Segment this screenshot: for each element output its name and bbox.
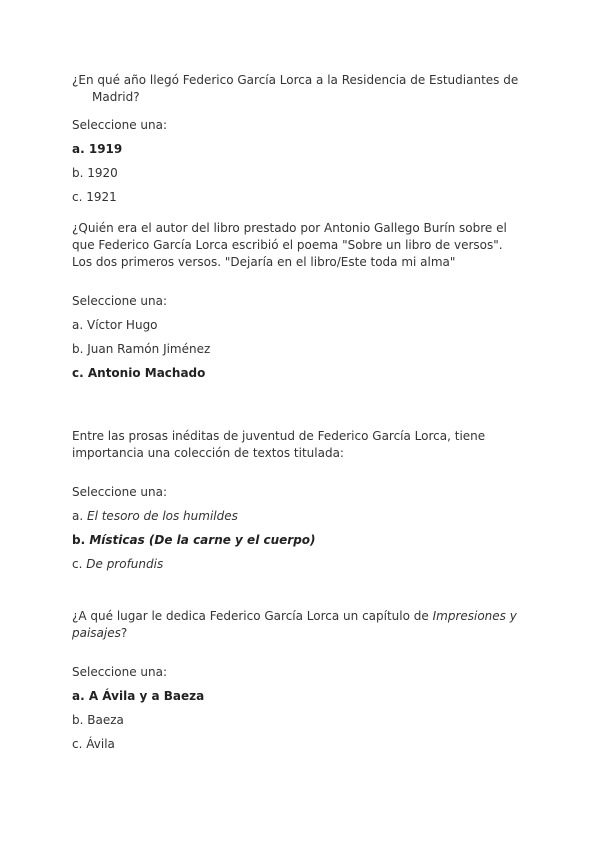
option-letter: b.	[72, 713, 84, 727]
option-letter: b.	[72, 533, 86, 547]
option-text: Ávila	[86, 737, 115, 751]
question-text-line: ¿En qué año llegó Federico García Lorca a la Residencia de Estudiantes de	[72, 73, 519, 87]
answer-option-c[interactable]	[72, 365, 522, 382]
select-prompt: Seleccione una:	[72, 118, 167, 132]
question-4	[72, 608, 522, 753]
question-3	[72, 428, 522, 573]
answer-option-b[interactable]	[72, 165, 522, 182]
question-text-part: ¿A qué lugar le dedica Federico García Lorca un capítulo de	[72, 609, 433, 623]
option-letter: c.	[72, 190, 83, 204]
option-letter: c.	[72, 366, 84, 380]
answer-option-a[interactable]	[72, 508, 522, 525]
select-prompt: Seleccione una:	[72, 294, 167, 308]
answer-option-b[interactable]	[72, 341, 522, 358]
option-letter: c.	[72, 557, 83, 571]
answer-option-a[interactable]	[72, 141, 522, 158]
option-text: De profundis	[86, 557, 164, 571]
question-text	[72, 608, 522, 642]
option-letter: c.	[72, 737, 83, 751]
option-text: Juan Ramón Jiménez	[87, 342, 211, 356]
answer-option-a[interactable]	[72, 688, 522, 705]
option-letter: a.	[72, 689, 85, 703]
question-1	[72, 72, 522, 206]
answer-option-a[interactable]	[72, 317, 522, 334]
question-text: ¿Quién era el autor del libro prestado por Antonio Gallego Burín sobre el que Federico García Lorca escribió el poema "Sobre un libro de versos". Los dos primeros versos. "Dejaría en el libro/Este toda mi alma"	[72, 221, 507, 269]
option-text: Antonio Machado	[87, 366, 206, 380]
question-text-line: Madrid?	[92, 90, 140, 104]
option-letter: a.	[72, 318, 84, 332]
answer-option-c[interactable]	[72, 189, 522, 206]
select-prompt: Seleccione una:	[72, 665, 167, 679]
option-text: 1921	[86, 190, 117, 204]
select-prompt: Seleccione una:	[72, 485, 167, 499]
option-text: A Ávila y a Baeza	[88, 689, 205, 703]
answer-option-b[interactable]	[72, 712, 522, 729]
option-letter: b.	[72, 342, 84, 356]
answer-option-c[interactable]	[72, 556, 522, 573]
option-text: El tesoro de los humildes	[87, 509, 238, 523]
question-text	[72, 72, 522, 106]
option-letter: a.	[72, 509, 84, 523]
option-letter: a.	[72, 142, 85, 156]
question-text-part: ?	[120, 626, 128, 640]
option-text: 1920	[87, 166, 118, 180]
answer-option-c[interactable]	[72, 736, 522, 753]
option-text: Místicas (De la carne y el cuerpo)	[89, 533, 316, 547]
option-text: Víctor Hugo	[87, 318, 158, 332]
question-2	[72, 220, 522, 382]
option-text: Baeza	[87, 713, 124, 727]
answer-option-b[interactable]	[72, 532, 522, 549]
option-text: 1919	[88, 142, 123, 156]
question-text: Entre las prosas inéditas de juventud de Federico García Lorca, tiene importancia una colección de textos titulada:	[72, 429, 486, 460]
question-text-title: Impresiones y paisajes	[72, 609, 517, 640]
option-letter: b.	[72, 166, 84, 180]
